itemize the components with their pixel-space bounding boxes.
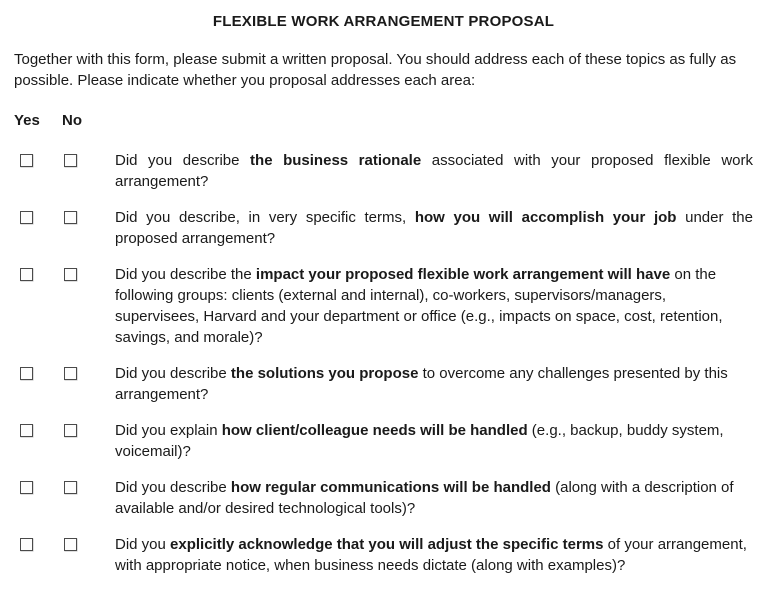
no-checkbox[interactable] xyxy=(64,268,77,281)
question-row xyxy=(14,534,753,576)
question-text-segment: under the proposed arrangement? xyxy=(115,209,753,247)
question-text-bold-segment: impact your proposed flexible work arrangement will have xyxy=(255,266,671,283)
question-text-segment: Did you xyxy=(115,536,171,553)
yes-cell xyxy=(14,150,62,167)
column-headers xyxy=(14,110,753,131)
question-text xyxy=(115,420,753,462)
question-text-bold-segment: explicitly acknowledge that you will adjust the specific terms xyxy=(170,536,604,553)
yes-checkbox[interactable] xyxy=(20,367,33,380)
no-checkbox[interactable] xyxy=(64,424,77,437)
question-text-segment: (along with a description of available and/or desired technological tools)? xyxy=(115,479,734,517)
page-title: FLEXIBLE WORK ARRANGEMENT PROPOSAL xyxy=(212,13,555,30)
question-text-segment: on the following groups: clients (external and internal), co-workers, supervisors/managers, supervisees, Harvard and your department or office (e.g., impacts on space, cost, retention, savings, and morale)? xyxy=(115,266,723,346)
no-cell xyxy=(62,264,115,281)
question-text-segment: Did you explain xyxy=(115,422,222,439)
question-text-bold-segment: the business rationale xyxy=(250,152,422,169)
question-text-bold-segment: the solutions you propose xyxy=(230,365,419,382)
no-cell xyxy=(62,477,115,494)
question-text-segment: Did you describe, in very specific terms, xyxy=(115,209,415,226)
question-text-segment: Did you describe the xyxy=(115,266,256,283)
yes-checkbox[interactable] xyxy=(20,424,33,437)
question-row xyxy=(14,264,753,348)
no-cell xyxy=(62,150,115,167)
yes-checkbox[interactable] xyxy=(20,154,33,167)
yes-cell xyxy=(14,477,62,494)
yes-checkbox[interactable] xyxy=(20,268,33,281)
no-column-header: No xyxy=(62,112,82,129)
yes-cell xyxy=(14,534,62,551)
no-cell xyxy=(62,363,115,380)
question-row xyxy=(14,477,753,519)
question-text xyxy=(115,534,753,576)
no-cell xyxy=(62,420,115,437)
question-row xyxy=(14,420,753,462)
question-text-bold-segment: how you will accomplish your job xyxy=(414,209,677,226)
no-checkbox[interactable] xyxy=(64,538,77,551)
intro-paragraph: Together with this form, please submit a written proposal. You should address each of these topics as fully as possible. Please indicate whether you proposal addresses each area: xyxy=(14,51,737,89)
no-checkbox[interactable] xyxy=(64,211,77,224)
yes-checkbox[interactable] xyxy=(20,211,33,224)
question-text-segment: Did you describe xyxy=(115,152,251,169)
yes-checkbox[interactable] xyxy=(20,481,33,494)
no-cell xyxy=(62,207,115,224)
question-text-segment: Did you describe xyxy=(115,479,231,496)
question-text-segment: (e.g., backup, buddy system, voicemail)? xyxy=(115,422,724,460)
question-text-segment: to overcome any challenges presented by this arrangement? xyxy=(115,365,728,403)
no-checkbox[interactable] xyxy=(64,367,77,380)
question-row xyxy=(14,363,753,405)
no-checkbox[interactable] xyxy=(64,481,77,494)
yes-checkbox[interactable] xyxy=(20,538,33,551)
no-cell xyxy=(62,534,115,551)
question-list xyxy=(14,150,753,576)
question-text xyxy=(115,207,753,249)
question-row xyxy=(14,150,753,192)
question-text xyxy=(115,477,753,519)
yes-cell xyxy=(14,420,62,437)
question-text-bold-segment: how client/colleague needs will be handled xyxy=(221,422,528,439)
question-text xyxy=(115,150,753,192)
yes-cell xyxy=(14,363,62,380)
no-checkbox[interactable] xyxy=(64,154,77,167)
yes-cell xyxy=(14,207,62,224)
yes-cell xyxy=(14,264,62,281)
question-text-segment: Did you describe xyxy=(115,365,231,382)
question-text xyxy=(115,363,753,405)
question-text-bold-segment: how regular communications will be handled xyxy=(230,479,551,496)
question-text-segment: associated with your proposed flexible work arrangement? xyxy=(115,152,753,190)
question-text xyxy=(115,264,753,348)
question-text-segment: of your arrangement, with appropriate notice, when business needs dictate (along with examples)? xyxy=(115,536,747,574)
yes-column-header: Yes xyxy=(14,112,40,129)
question-row xyxy=(14,207,753,249)
